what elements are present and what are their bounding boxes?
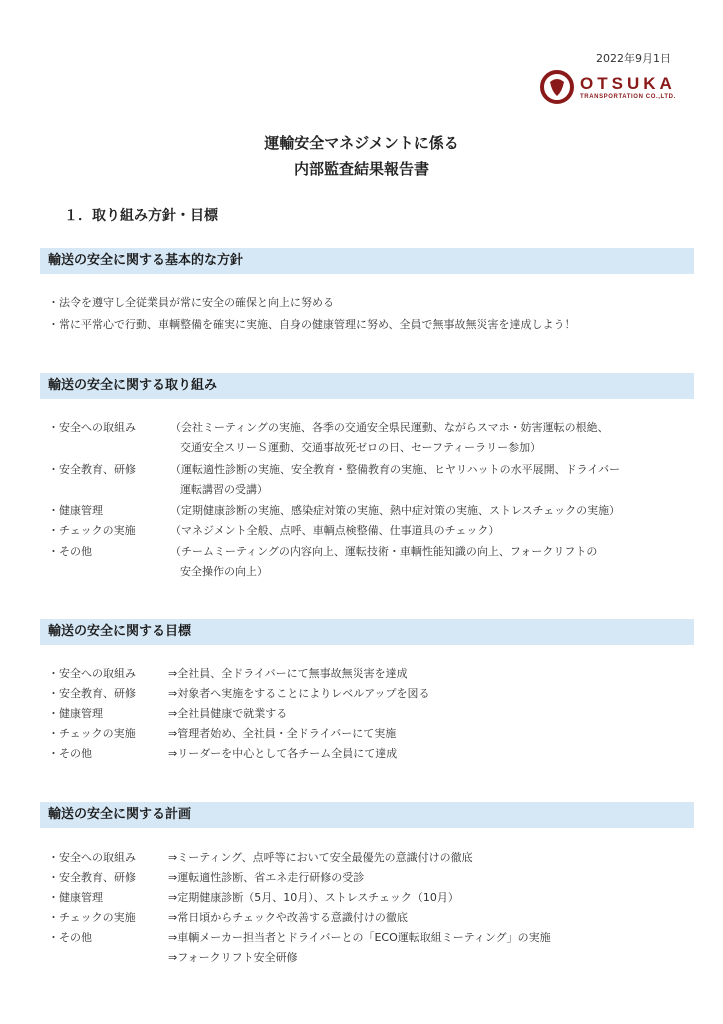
goals-text: ⇒リーダーを中心として各チーム全員にて達成 [168, 747, 398, 760]
plan-text: ⇒ミーティング、点呼等において安全最優先の意識付けの徹底 [168, 851, 473, 864]
plan-label: ・チェックの実施 [48, 911, 136, 924]
efforts-label: ・安全への取組み [48, 421, 136, 434]
policy-heading: 輸送の安全に関する基本的な方針 [40, 248, 694, 274]
report-title-line1: 運輸安全マネジメントに係る [264, 134, 459, 152]
efforts-label: ・安全教育、研修 [48, 463, 136, 476]
efforts-label: ・チェックの実施 [48, 524, 136, 537]
efforts-text: （チームミーティングの内容向上、運転技術・車輌性能知識の向上、フォークリフトの [170, 545, 598, 558]
company-logo [540, 70, 690, 106]
efforts-text: （定期健康診断の実施、感染症対策の実施、熱中症対策の実施、ストレスチェックの実施） [170, 504, 621, 517]
plan-row [48, 869, 364, 885]
plan-label: ・健康管理 [48, 891, 103, 904]
efforts-text: （運転適性診断の実施、安全教育・整備教育の実施、ヒヤリハットの水平展開、ドライバー [170, 463, 621, 476]
goals-label: ・安全への取組み [48, 667, 136, 680]
efforts-continuation: 安全操作の向上） [180, 565, 268, 578]
efforts-continuation: 交通安全スリーＳ運動、交通事故死ゼロの日、セーフティーラリー参加） [180, 441, 542, 454]
goals-label: ・チェックの実施 [48, 727, 136, 740]
efforts-heading: 輸送の安全に関する取り組み [40, 373, 694, 399]
plan-text: ⇒運転適性診断、省エネ走行研修の受診 [168, 871, 365, 884]
plan-text: ⇒定期健康診断（5月、10月）、ストレスチェック（10月） [168, 891, 459, 904]
efforts-label: ・健康管理 [48, 504, 103, 517]
plan-row [48, 889, 459, 905]
goals-row [48, 725, 396, 741]
otsuka-logo-icon [540, 70, 574, 104]
company-name: OTSUKA [580, 74, 676, 93]
efforts-row [48, 522, 499, 538]
plan-row [48, 909, 408, 925]
plan-row [48, 929, 551, 945]
efforts-text: （マネジメント全般、点呼、車輌点検整備、仕事道具のチェック） [170, 524, 500, 537]
plan-label: ・安全への取組み [48, 851, 136, 864]
goals-text: ⇒全社員健康で就業する [168, 707, 288, 720]
efforts-row [48, 419, 609, 435]
policy-item: ・法令を遵守し全従業員が常に安全の確保と向上に努める [48, 296, 334, 309]
plan-heading: 輸送の安全に関する計画 [40, 802, 694, 828]
goals-row [48, 705, 287, 721]
document-date: 2022年9月1日 [596, 52, 671, 65]
goals-row [48, 685, 429, 701]
report-title-line2: 内部監査結果報告書 [293, 160, 429, 178]
goals-text: ⇒全社員、全ドライバーにて無事故無災害を達成 [168, 667, 408, 680]
efforts-continuation: 運転講習の受講） [180, 483, 268, 496]
efforts-row [48, 543, 597, 559]
plan-text: ⇒車輌メーカー担当者とドライバーとの「ECO運転取組ミーティング」の実施 [168, 931, 551, 944]
goals-heading: 輸送の安全に関する目標 [40, 619, 694, 645]
plan-label: ・その他 [48, 931, 92, 944]
goals-label: ・安全教育、研修 [48, 687, 136, 700]
goals-row [48, 745, 397, 761]
section-heading: １．取り組み方針・目標 [64, 208, 218, 224]
goals-label: ・健康管理 [48, 707, 103, 720]
goals-text: ⇒対象者へ実施をすることによりレベルアップを図る [168, 687, 430, 700]
efforts-text: （会社ミーティングの実施、各季の交通安全県民運動、ながらスマホ・妨害運転の根絶、 [170, 421, 609, 434]
efforts-label: ・その他 [48, 545, 92, 558]
policy-item: ・常に平常心で行動、車輌整備を確実に実施、自身の健康管理に努め、全員で無事故無災害を達成しよう！ [48, 318, 576, 331]
goals-text: ⇒管理者始め、全社員・全ドライバーにて実施 [168, 727, 397, 740]
goals-label: ・その他 [48, 747, 92, 760]
plan-text: ⇒常日頃からチェックや改善する意識付けの徹底 [168, 911, 408, 924]
goals-row [48, 665, 408, 681]
plan-label: ・安全教育、研修 [48, 871, 136, 884]
plan-continuation: ⇒フォークリフト安全研修 [168, 951, 298, 964]
plan-row [48, 849, 473, 865]
efforts-row [48, 502, 620, 518]
company-subtitle: TRANSPORTATION CO.,LTD. [580, 94, 676, 100]
efforts-row [48, 461, 620, 477]
